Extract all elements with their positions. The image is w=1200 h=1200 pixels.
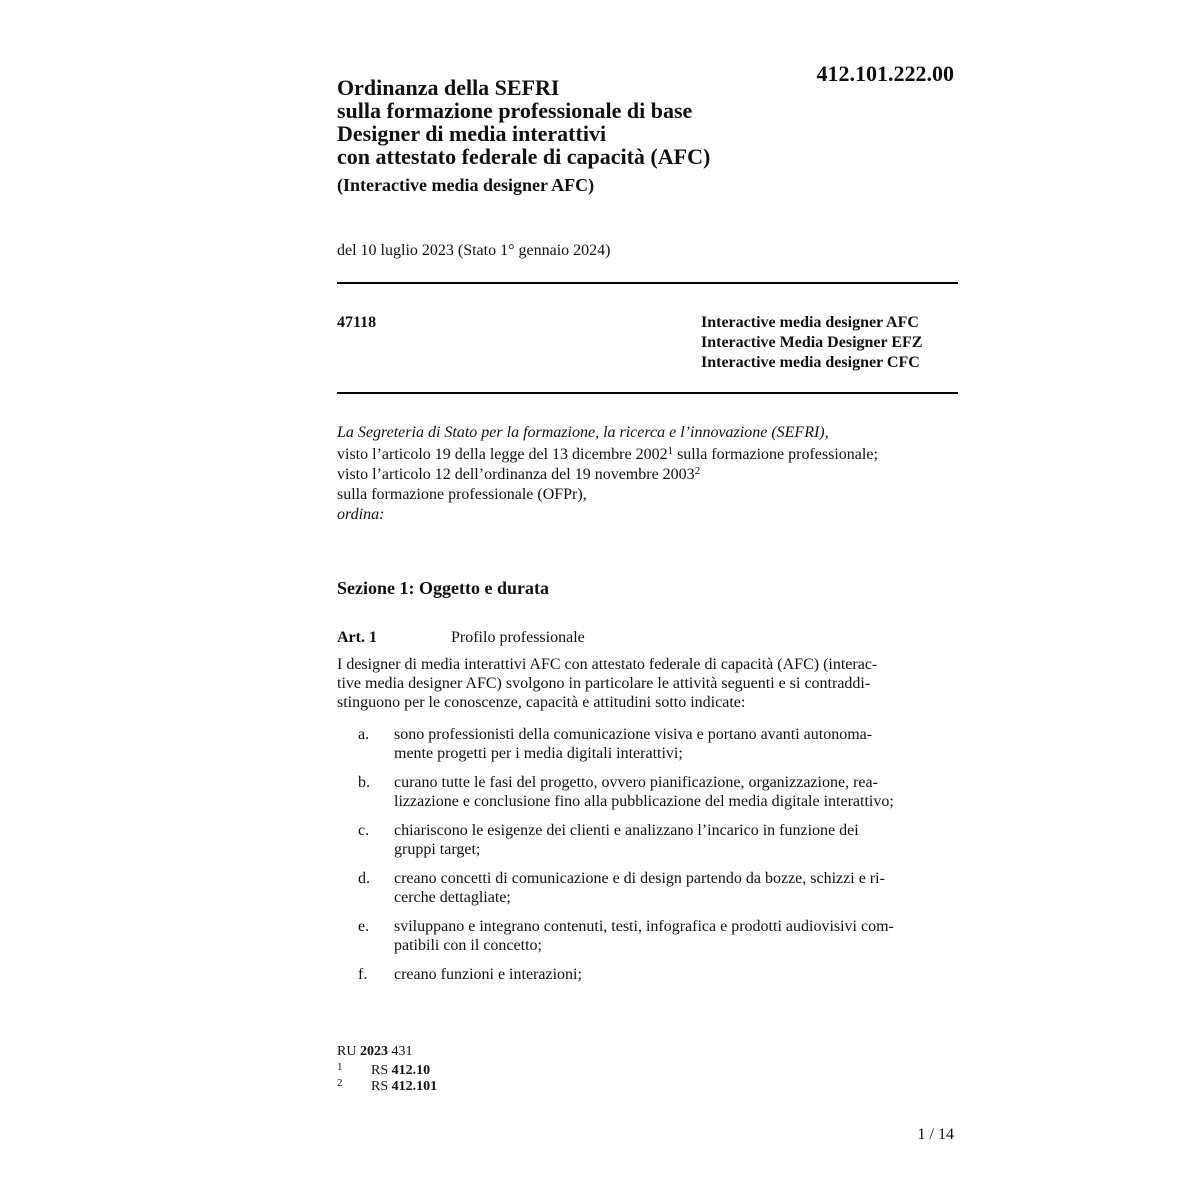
footnote: 2 RS 412.101 [337,1077,438,1094]
article-number: Art. 1 [337,629,377,646]
title-line: Designer di media interattivi [337,121,607,146]
list-item-text: chiariscono le esigenze dei clienti e analizzano l’incarico in funzione dei gruppi target; [394,822,859,858]
profession-title-de: Interactive Media Designer EFZ [701,334,923,351]
article-intro-line: tive media designer AFC) svolgono in particolare le attività seguenti e si contraddi- [337,675,871,692]
divider-bottom [337,392,958,394]
list-item [337,965,955,984]
profession-title-fr: Interactive media designer CFC [701,354,920,371]
list-item [337,917,955,955]
title-line: Ordinanza della SEFRI [337,75,560,100]
article-intro-line: stinguono per le conoscenze, capacità e attitudini sotto indicate: [337,694,746,711]
footnote: 1 RS 412.10 [337,1061,431,1078]
article-intro [337,655,955,712]
article-heading [337,628,585,648]
list-item-text: sviluppano e integrano contenuti, testi, infografica e prodotti audiovisivi com- patibili con il concetto; [394,918,894,954]
divider-top [337,282,958,284]
preamble [337,423,958,525]
preamble-decree: ordina: [337,506,385,523]
preamble-line: sulla formazione professionale (OFPr), [337,486,587,503]
footnote-link[interactable]: 412.10 [391,1063,431,1078]
document-title [337,76,797,196]
list-item [337,773,955,811]
document-subtitle: (Interactive media designer AFC) [337,175,595,195]
preamble-line: visto l’articolo 19 della legge del 13 dicembre 2002$^1$ sulla formazione professionale; [337,445,878,463]
section-heading: Sezione 1: Oggetto e durata [337,578,549,598]
title-line: con attestato federale di capacità (AFC) [337,144,711,169]
title-line: sulla formazione professionale di base [337,98,693,123]
footnote-ref[interactable]: 2 [694,465,701,477]
footnote-link[interactable]: 412.101 [391,1079,438,1094]
list-item-letter: a. [358,726,370,743]
official-compilation-ref: RU 2023 431 [337,1044,413,1059]
list-item-text: creano funzioni e interazioni; [394,966,582,983]
preamble-authority: La Segreteria di Stato per la formazione, la ricerca e l’innovazione (SEFRI), [337,424,829,441]
list-item [337,869,955,907]
sr-number: 412.101.222.00 [816,61,954,86]
list-item-text: curano tutte le fasi del progetto, ovvero pianificazione, organizzazione, rea- lizzazione e conclusione fino alla pubblicazione del media digitale interattivo; [394,774,894,810]
list-item-letter: f. [358,966,368,983]
list-item [337,725,955,763]
footnote-ref[interactable]: 1 [667,445,674,457]
date-line: del 10 luglio 2023 (Stato 1° gennaio 2024) [337,242,611,259]
list-item-letter: e. [358,918,370,935]
profession-code: 47118 [337,314,377,331]
article-title: Profilo professionale [451,629,585,646]
activity-list [337,725,955,994]
list-item-text: creano concetti di comunicazione e di design partendo da bozze, schizzi e ri- cerche dettagliate; [394,870,885,906]
list-item-letter: b. [358,774,370,791]
list-item-text: sono professionisti della comunicazione visiva e portano avanti autonoma- mente progetti per i media digitali interattivi; [394,726,873,762]
preamble-line: visto l’articolo 12 dell’ordinanza del 19 novembre 2003$^2$ [337,465,701,483]
profession-title-it: Interactive media designer AFC [701,314,919,331]
list-item-letter: c. [358,822,370,839]
list-item-letter: d. [358,870,370,887]
page-number: 1 / 14 [917,1126,954,1143]
profession-titles [701,313,922,373]
list-item [337,821,955,859]
article-intro-line: I designer di media interattivi AFC con attestato federale di capacità (AFC) (interac- [337,656,878,673]
